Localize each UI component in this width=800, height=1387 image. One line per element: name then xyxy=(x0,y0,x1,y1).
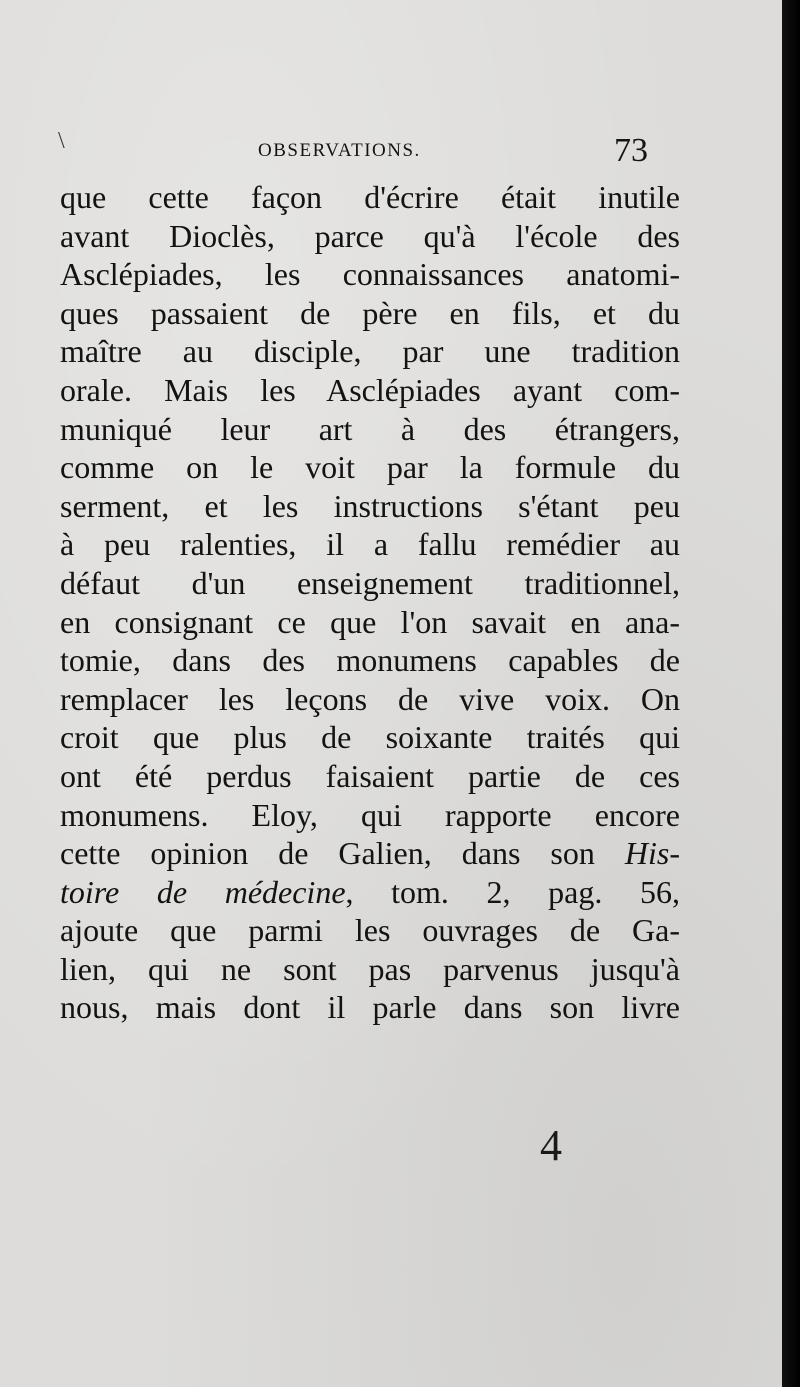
text-line: ques passaient de père en fils, et du xyxy=(60,294,680,331)
text-line xyxy=(60,873,680,912)
text-segment: cette opinion de Galien, dans son xyxy=(60,835,625,872)
text-line: lien, qui ne sont pas parvenus jusqu'à xyxy=(60,950,680,987)
text-line: muniqué leur art à des étrangers, xyxy=(60,410,680,447)
page-number: 73 xyxy=(614,132,648,169)
text-line: croit que plus de soixante traités qui xyxy=(60,719,680,756)
text-line: Asclépiades, les connaissances anatomi- xyxy=(60,256,680,293)
text-line: que cette façon d'écrire était inutile xyxy=(60,179,680,215)
text-line: serment, et les instructions s'étant peu xyxy=(60,487,680,524)
text-line: tomie, dans des monumens capables de xyxy=(60,642,680,679)
scan-edge xyxy=(782,0,800,1387)
body-text xyxy=(60,178,680,1027)
text-line: comme on le voit par la formule du xyxy=(60,449,680,486)
text-line: orale. Mais les Asclépiades ayant com- xyxy=(60,371,680,408)
running-title: OBSERVATIONS. xyxy=(258,140,421,161)
text-line: nous, mais dont il parle dans son livre xyxy=(60,989,680,1026)
text-line: remplacer les leçons de vive voix. On xyxy=(60,680,680,717)
text-line: défaut d'un enseignement traditionnel, xyxy=(60,564,680,601)
text-line: ajoute que parmi les ouvrages de Ga- xyxy=(60,912,680,949)
text-line: avant Dioclès, parce qu'à l'école des xyxy=(60,217,680,254)
text-line: monumens. Eloy, qui rapporte encore xyxy=(60,796,680,833)
text-line xyxy=(60,834,680,873)
text-line: ont été perdus faisaient partie de ces xyxy=(60,757,680,794)
running-header xyxy=(0,132,782,172)
signature-mark: 4 xyxy=(540,1121,562,1170)
text-segment: , tom. 2, pag. 56, xyxy=(345,873,680,910)
book-title-italic: toire de médecine xyxy=(60,873,346,910)
text-line: maître au disciple, par une tradition xyxy=(60,333,680,370)
stray-mark: \ xyxy=(58,128,65,154)
text-line: à peu ralenties, il a fallu remédier au xyxy=(60,526,680,563)
book-title-italic: His- xyxy=(624,835,680,872)
text-line: en consignant ce que l'on savait en ana- xyxy=(60,603,680,640)
